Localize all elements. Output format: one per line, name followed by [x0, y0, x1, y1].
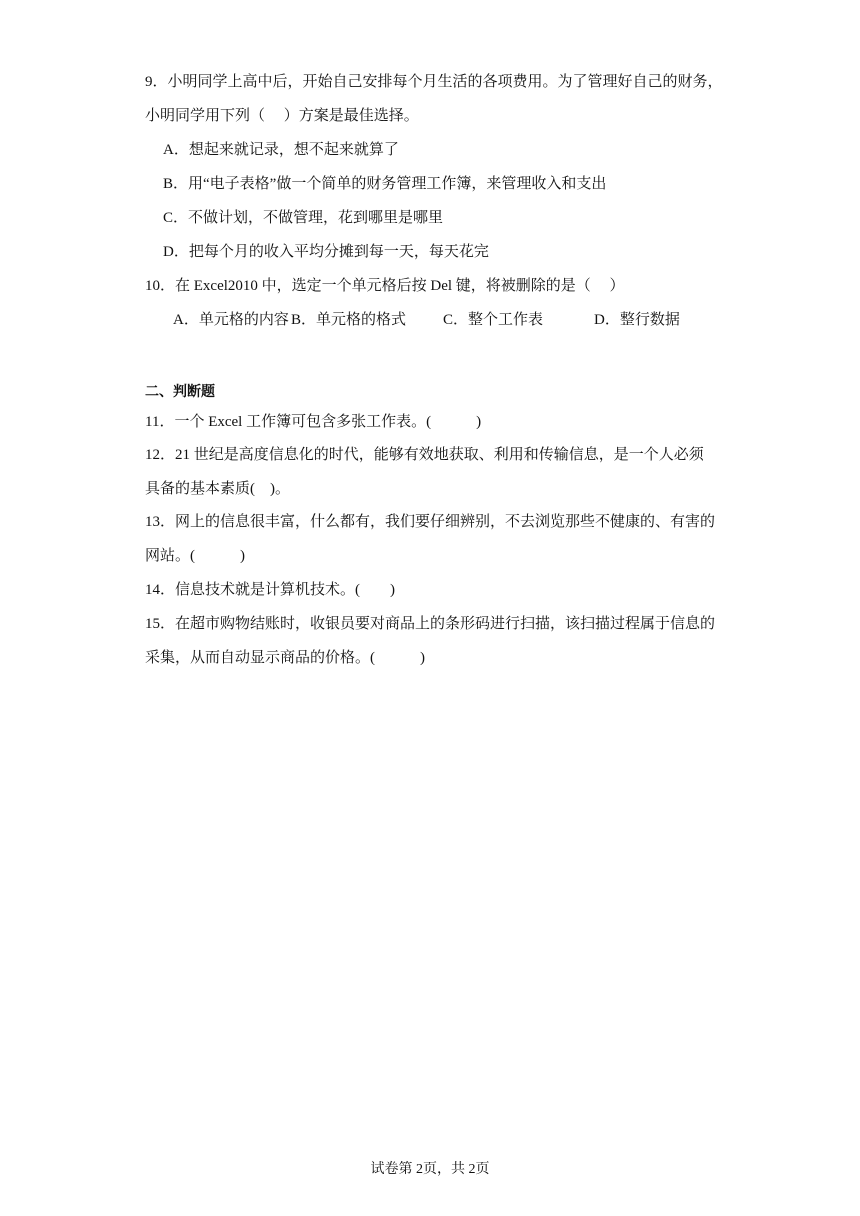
question-15-line-2: 采集，从而自动显示商品的价格。( ) [145, 650, 425, 666]
question-10-line-1: 10．在 Excel2010 中，选定一个单元格后按 Del 键，将被删除的是（ ） [145, 278, 625, 294]
question-9-option-d: D．把每个月的收入平均分摊到每一天，每天花完 [163, 244, 489, 260]
question-12-line-2: 具备的基本素质( )。 [145, 481, 290, 497]
question-13-line-2: 网站。( ) [145, 548, 245, 564]
question-13-line-1: 13．网上的信息很丰富，什么都有，我们要仔细辨别，不去浏览那些不健康的、有害的 [145, 514, 716, 530]
question-11-line-1: 11．一个 Excel 工作簿可包含多张工作表。( ) [145, 414, 482, 430]
section-heading-true-false: 二、判断题 [145, 384, 215, 400]
question-9-option-a: A．想起来就记录，想不起来就算了 [163, 142, 399, 158]
question-14-line-1: 14．信息技术就是计算机技术。( ) [145, 582, 395, 598]
question-9-line-2: 小明同学用下列（ ）方案是最佳选择。 [145, 108, 419, 124]
question-15-line-1: 15．在超市购物结账时，收银员要对商品上的条形码进行扫描，该扫描过程属于信息的 [145, 616, 716, 632]
question-10-option-a: A．单元格的内容 [173, 312, 289, 328]
question-12-line-1: 12．21 世纪是高度信息化的时代，能够有效地获取、利用和传输信息，是一个人必须 [145, 447, 704, 463]
question-9-option-b: B．用“电子表格”做一个简单的财务管理工作簿，来管理收入和支出 [163, 176, 607, 192]
question-10-option-c: C．整个工作表 [443, 312, 544, 328]
question-10-option-b: B．单元格的格式 [291, 312, 407, 328]
question-9-line-1: 9．小明同学上高中后，开始自己安排每个月生活的各项费用。为了管理好自己的财务， [145, 74, 723, 90]
page-footer: 试卷第 2页，共 2页 [370, 1162, 490, 1177]
question-9-option-c: C．不做计划，不做管理，花到哪里是哪里 [163, 210, 444, 226]
question-10-option-d: D．整行数据 [594, 312, 680, 328]
